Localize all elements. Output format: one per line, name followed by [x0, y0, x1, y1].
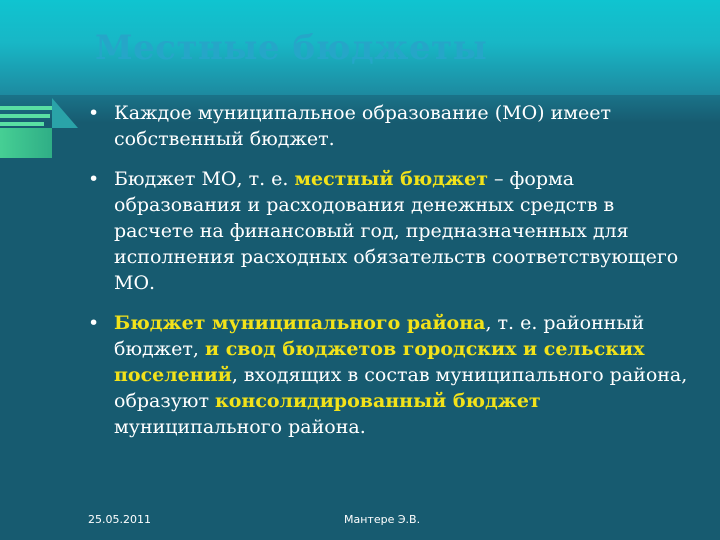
- bullet-dot: •: [88, 312, 100, 334]
- highlighted-text: Бюджет муниципального района: [114, 312, 486, 334]
- bullet-text: Бюджет МО, т. е.: [114, 168, 295, 190]
- bullet-item: [88, 310, 688, 440]
- highlighted-text: консолидированный бюджет: [215, 390, 541, 412]
- bullet-item: [88, 100, 688, 152]
- bullet-text: , т. е. районный бюджет,: [114, 312, 645, 360]
- bullet-dot: •: [88, 168, 100, 190]
- bullet-text: , входящих в состав муниципального района, образуют: [114, 364, 688, 412]
- bullet-list: [88, 100, 688, 454]
- bullet-text: муниципального района.: [114, 416, 366, 438]
- decorative-triangle: [52, 98, 78, 128]
- slide-title: Местные бюджеты: [95, 28, 488, 68]
- decorative-block: [0, 128, 52, 158]
- bullet-text: Каждое муниципальное образование (МО) имеет собственный бюджет.: [114, 102, 612, 150]
- bullet-text: – форма образования и расходования денежных средств в расчете на финансовый год, предназначенных для исполнения расходных обязательств соответствующего МО.: [114, 168, 679, 294]
- footer-author: Мантере Э.В.: [344, 513, 421, 526]
- bullet-item: [88, 166, 688, 296]
- footer-date: 25.05.2011: [88, 513, 151, 526]
- bullet-dot: •: [88, 102, 100, 124]
- highlighted-text: местный бюджет: [294, 168, 488, 190]
- highlighted-text: и свод бюджетов городских и сельских поселений: [114, 338, 645, 386]
